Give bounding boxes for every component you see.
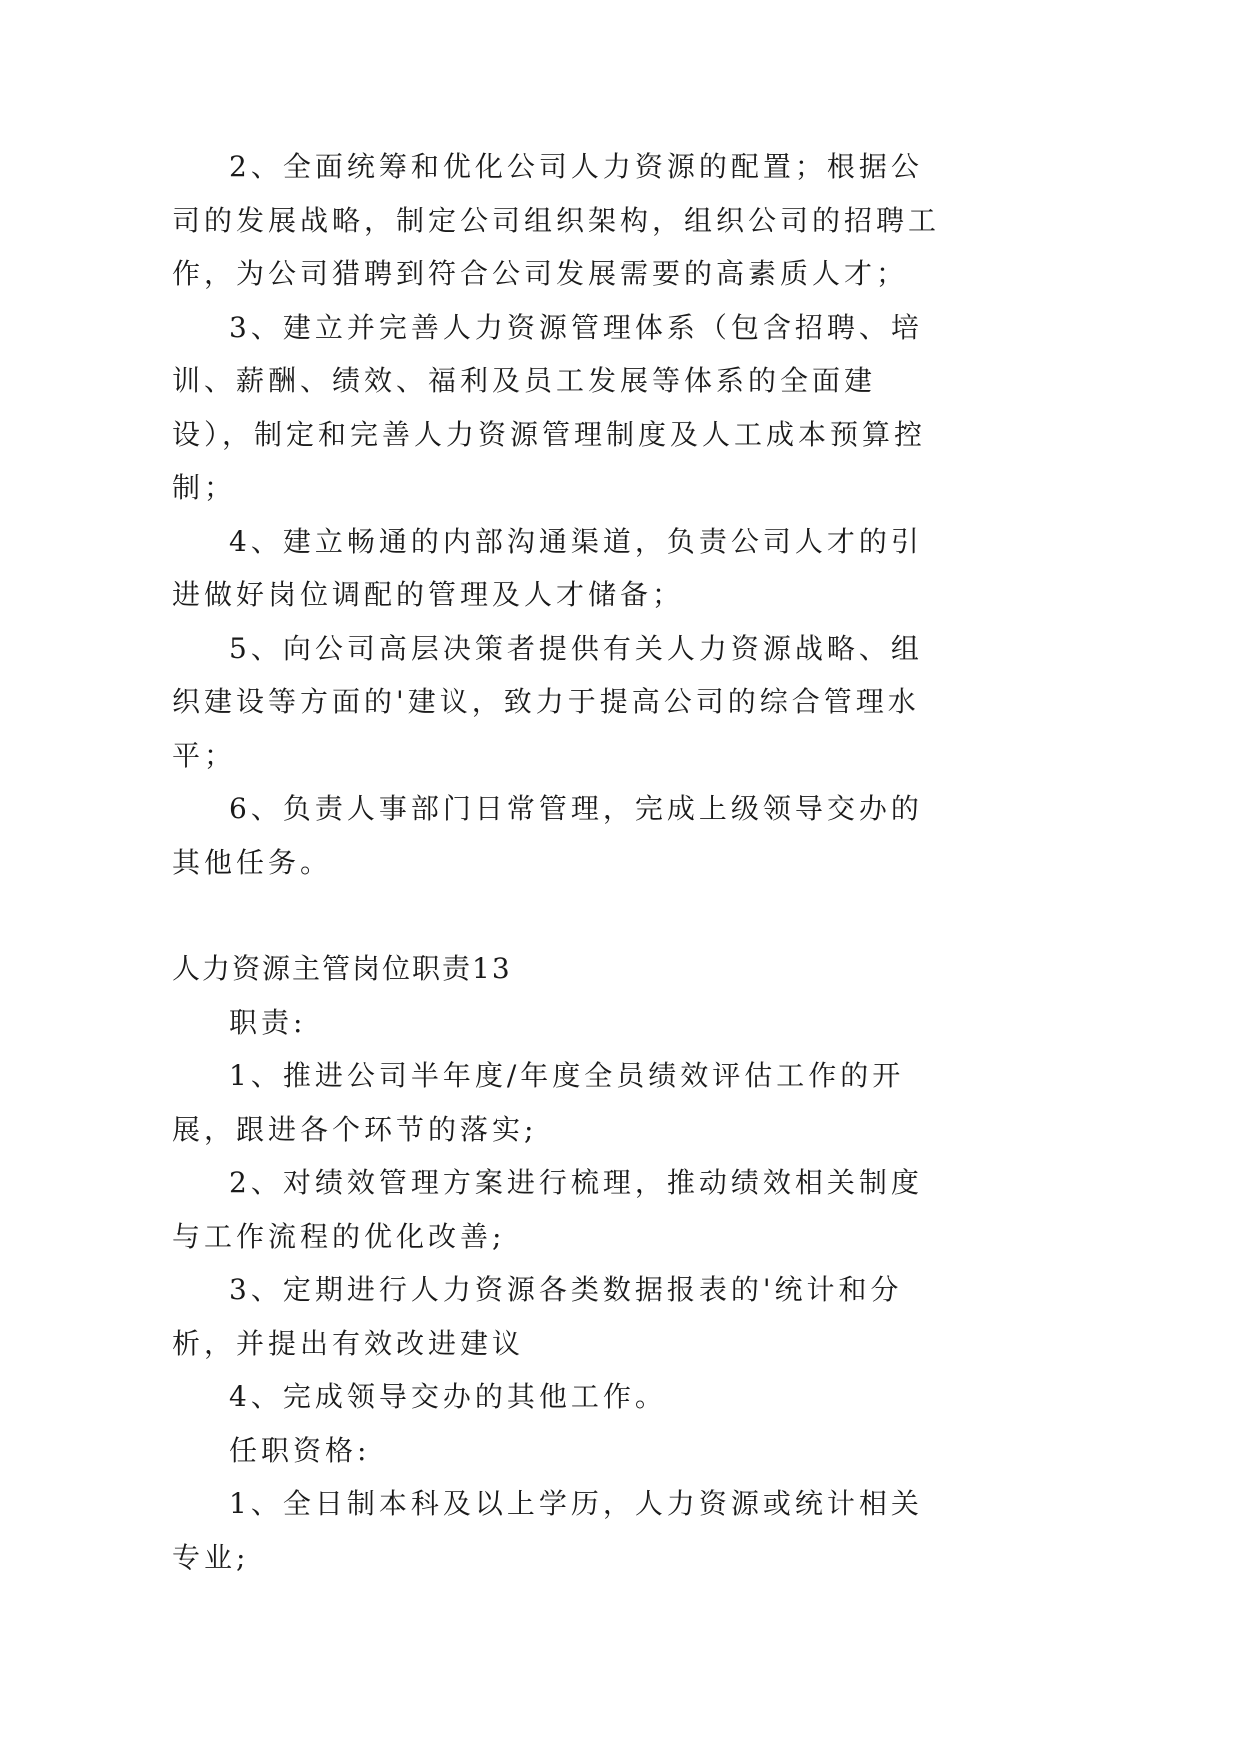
paragraph-duty-4: 4、建立畅通的内部沟通渠道，负责公司人才的引进做好岗位调配的管理及人才储备；: [172, 524, 923, 611]
paragraph-duty-item-2: 2、对绩效管理方案进行梳理，推动绩效相关制度与工作流程的优化改善;: [172, 1166, 923, 1253]
document-body: [172, 140, 947, 1584]
paragraph-duty-5: 5、向公司高层决策者提供有关人力资源战略、组织建设等方面的'建议，致力于提高公司的综合管理水平；: [172, 631, 923, 772]
paragraph-qualification-item-1: 1、全日制本科及以上学历，人力资源或统计相关专业;: [172, 1487, 923, 1574]
paragraph-duties-heading: 职责:: [229, 1005, 307, 1039]
paragraph-duty-6: 6、负责人事部门日常管理，完成上级领导交办的其他任务。: [172, 792, 923, 879]
paragraph-duty-2: 2、全面统筹和优化公司人力资源的配置；根据公司的发展战略，制定公司组织架构，组织公司的招聘工作，为公司猎聘到符合公司发展需要的高素质人才；: [172, 150, 941, 290]
section-title: 人力资源主管岗位职责13: [172, 952, 512, 985]
paragraph-duty-item-3: 3、定期进行人力资源各类数据报表的'统计和分析，并提出有效改进建议: [172, 1273, 903, 1360]
paragraph-duty-3: 3、建立并完善人力资源管理体系（包含招聘、培训、薪酬、绩效、福利及员工发展等体系的全面建设），制定和完善人力资源管理制度及人工成本预算控制；: [172, 310, 927, 504]
paragraph-duty-item-1: 1、推进公司半年度/年度全员绩效评估工作的开展，跟进各个环节的落实;: [172, 1059, 905, 1146]
paragraph-qualifications-heading: 任职资格:: [229, 1433, 371, 1467]
paragraph-duty-item-4: 4、完成领导交办的其他工作。: [229, 1380, 667, 1413]
